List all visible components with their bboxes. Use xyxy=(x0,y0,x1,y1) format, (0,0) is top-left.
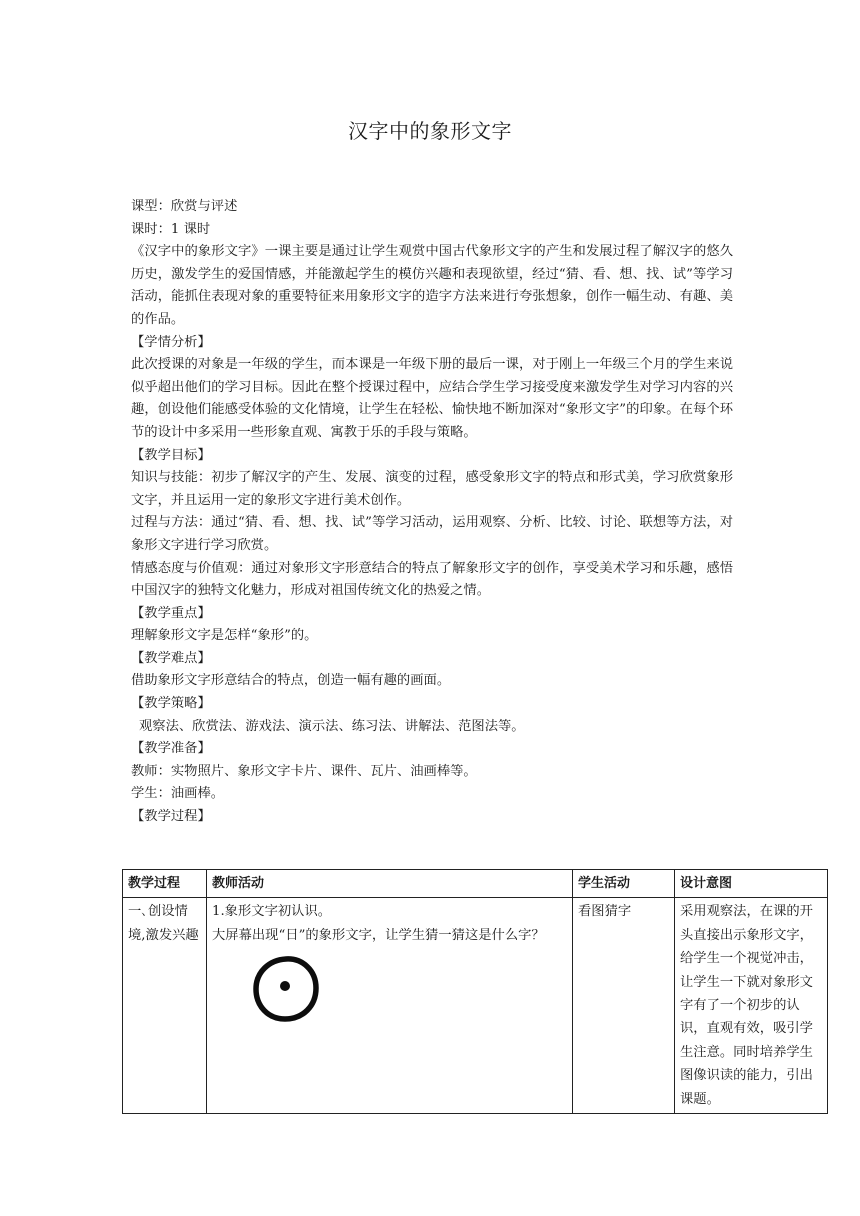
sun-pictograph-icon xyxy=(250,953,322,1025)
header-teacher-activity: 教师活动 xyxy=(207,870,573,898)
section-heading-student-analysis: 【学情分析】 xyxy=(131,334,211,350)
stage-cell: 一､创设情境,激发兴趣 xyxy=(123,898,207,1114)
strategies-text: 观察法、欣赏法、游戏法、演示法、练习法、讲解法、范图法等。 xyxy=(139,718,525,734)
table-row xyxy=(123,898,828,1114)
student-analysis-text: 此次授课的对象是一年级的学生，而本课是一年级下册的最后一课，对于刚上一年级三个月的学生来说似乎超出他们的学习目标。因此在整个授课过程中，应结合学生学习接受度来激发学生对学习内容的兴趣，创设他们能感受体验的文化情境，让学生在轻松、愉快地不断加深对“象形文字”的印象。在每个环节的设计中多采用一些形象直观、寓教于乐的手段与策略。 xyxy=(131,357,733,440)
section-heading-process: 【教学过程】 xyxy=(131,809,211,825)
section-heading-strategies: 【教学策略】 xyxy=(131,696,211,712)
objective-process: 过程与方法：通过“猜、看、想、找、试”等学习活动，运用观察、分析、比较、讨论、联想等方法，对象形文字进行学习欣赏。 xyxy=(131,515,733,553)
objective-attitude: 情感态度与价值观：通过对象形文字形意结合的特点了解象形文字的创作，享受美术学习和乐趣，感悟中国汉字的独特文化魅力，形成对祖国传统文化的热爱之情。 xyxy=(131,560,733,599)
teacher-activity-cell xyxy=(207,898,573,1114)
preparation-student: 学生：油画棒。 xyxy=(131,786,225,802)
preparation-teacher: 教师：实物照片、象形文字卡片、课件、瓦片、油画棒等。 xyxy=(131,763,477,779)
student-activity-cell: 看图猜字 xyxy=(573,898,675,1114)
header-stage: 教学过程 xyxy=(123,870,207,898)
table-header-row xyxy=(123,870,828,898)
lesson-type: 课型：欣赏与评述 xyxy=(131,199,238,214)
teaching-process-table xyxy=(122,869,828,1114)
design-intent-cell: 采用观察法，在课的开头直接出示象形文字，给学生一个视觉冲击，让学生一下就对象形文字有了一个初步的认识，直观有效，吸引学生注意。同时培养学生图像识读的能力，引出课题。 xyxy=(675,898,828,1114)
objective-knowledge: 知识与技能：初步了解汉字的产生、发展、演变的过程，感受象形文字的特点和形式美，学习欣赏象形文字，并且运用一定的象形文字进行美术创作。 xyxy=(131,470,733,508)
teacher-activity-line: 1.象形文字初认识。 xyxy=(212,904,332,920)
section-heading-difficulties: 【教学难点】 xyxy=(131,650,211,666)
section-heading-key-points: 【教学重点】 xyxy=(131,605,211,621)
document-body xyxy=(131,196,733,829)
document-title: 汉字中的象形文字 xyxy=(348,119,512,143)
header-design-intent: 设计意图 xyxy=(675,870,828,898)
header-student-activity: 学生活动 xyxy=(573,870,675,898)
section-heading-preparation: 【教学准备】 xyxy=(131,741,211,757)
lesson-overview: 《汉字中的象形文字》一课主要是通过让学生观赏中国古代象形文字的产生和发展过程了解汉字的悠久历史，激发学生的爱国情感，并能激起学生的模仿兴趣和表现欲望，经过“猜、看、想、找、试”等学习活动，能抓住表现对象的重要特征来用象形文字的造字方法来进行夸张想象，创作一幅生动、有趣、美的作品。 xyxy=(131,244,733,327)
lesson-duration: 课时：1 课时 xyxy=(131,221,211,237)
section-heading-objectives: 【教学目标】 xyxy=(131,447,211,463)
key-points-text: 理解象形文字是怎样“象形”的。 xyxy=(131,628,318,644)
difficulties-text: 借助象形文字形意结合的特点，创造一幅有趣的画面。 xyxy=(131,673,451,689)
teacher-activity-line: 大屏幕出现“日”的象形文字，让学生猜一猜这是什么字？ xyxy=(212,927,545,943)
